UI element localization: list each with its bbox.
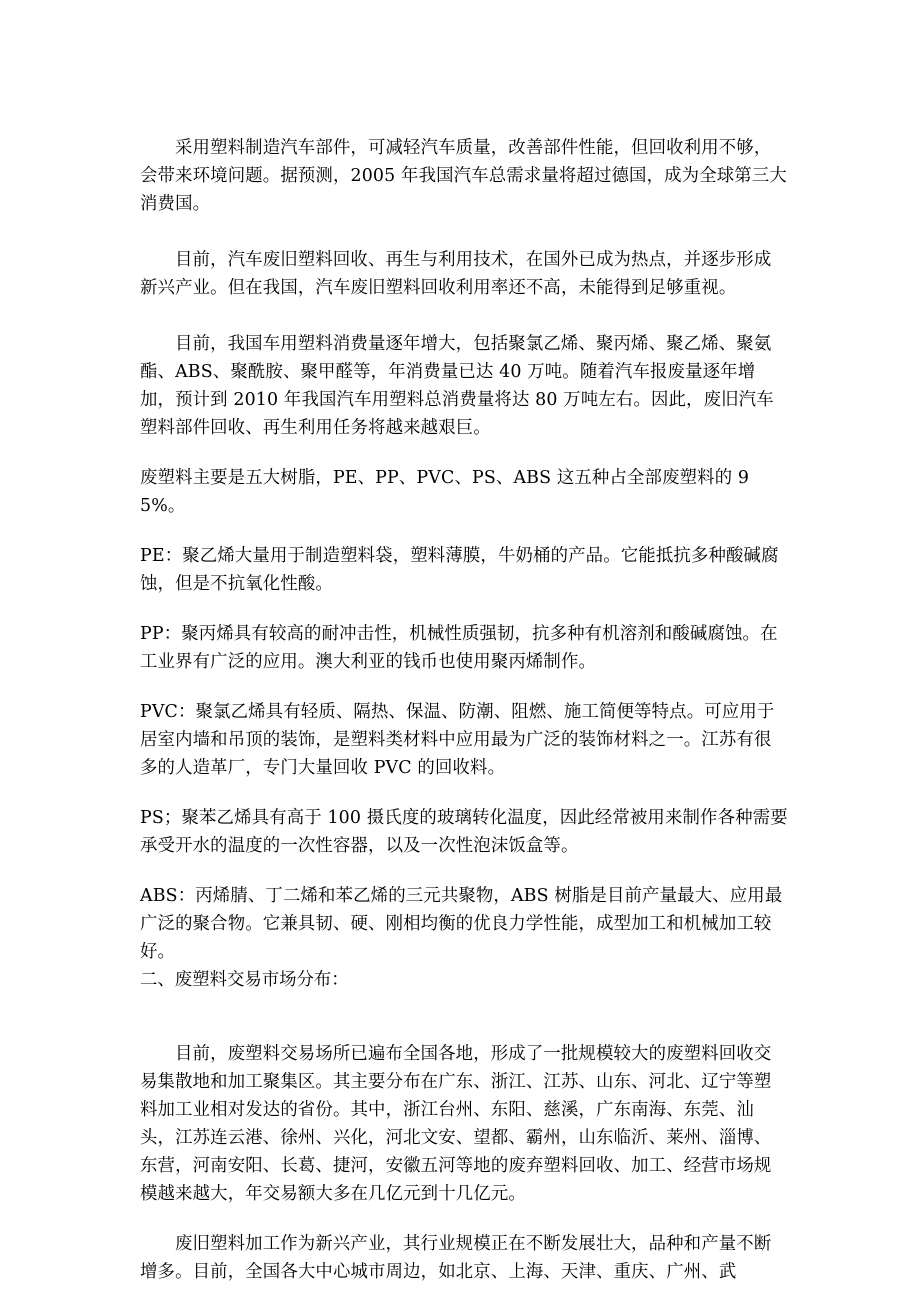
paragraph-ps: PS；聚苯乙烯具有高于 100 摄氏度的玻璃转化温度，因此经常被用来制作各种需要承受开水的温度的一次性容器，以及一次性泡沫饭盒等。 (140, 808, 788, 856)
paragraph-abs: ABS：丙烯腈、丁二烯和苯乙烯的三元共聚物，ABS 树脂是目前产量最大、应用最广泛的聚合物。它兼具韧、硬、刚相均衡的优良力学性能，成型加工和机械加工较好。 (140, 886, 783, 962)
document-page (140, 134, 788, 1286)
paragraph-market-locations: 目前，废塑料交易场所已遍布全国各地，形成了一批规模较大的废塑料回收交易集散地和加工聚集区。其主要分布在广东、浙江、江苏、山东、河北、辽宁等塑料加工业相对发达的省份。其中，浙江台州、东阳、慈溪，广东南海、东莞、汕头，江苏连云港、徐州、兴化，河北文安、望都、霸州，山东临沂、莱州、淄博、东营，河南安阳、长葛、捷河，安徽五河等地的废弃塑料回收、加工、经营市场规模越来越大，年交易额大多在几亿元到十几亿元。 (140, 1044, 772, 1204)
paragraph-auto-plastic-parts: 采用塑料制造汽车部件，可减轻汽车质量，改善部件性能，但回收利用不够，会带来环境问题。据预测，2005 年我国汽车总需求量将超过德国，成为全球第三大消费国。 (140, 138, 787, 214)
paragraph-pvc: PVC：聚氯乙烯具有轻质、隔热、保温、防潮、阻燃、施工简便等特点。可应用于居室内墙和吊顶的装饰，是塑料类材料中应用最为广泛的装饰材料之一。江苏有很多的人造革厂，专门大量回收 PVC 的回收料。 (140, 702, 775, 778)
section-heading-market-distribution: 二、废塑料交易市场分布： (140, 970, 349, 990)
paragraph-five-resins: 废塑料主要是五大树脂，PE、PP、PVC、PS、ABS 这五种占全部废塑料的 95%。 (140, 468, 750, 516)
paragraph-pe: PE：聚乙烯大量用于制造塑料袋，塑料薄膜，牛奶桶的产品。它能抵抗多种酸碱腐蚀，但是不抗氧化性酸。 (140, 546, 779, 594)
paragraph-industry-growth: 废旧塑料加工作为新兴产业，其行业规模正在不断发展壮大，品种和产量不断增多。目前，全国各大中心城市周边，如北京、上海、天津、重庆、广州、武 (140, 1234, 772, 1282)
paragraph-consumption-growth: 目前，我国车用塑料消费量逐年增大，包括聚氯乙烯、聚丙烯、聚乙烯、聚氨酯、ABS、聚酰胺、聚甲醛等，年消费量已达 40 万吨。随着汽车报废量逐年增加，预计到 2010 年我国汽车用塑料总消费量将达 80 万吨左右。因此，废旧汽车塑料部件回收、再生利用任务将越来越艰巨。 (140, 334, 774, 438)
paragraph-pp: PP：聚丙烯具有较高的耐冲击性，机械性质强韧，抗多种有机溶剂和酸碱腐蚀。在工业界有广泛的应用。澳大利亚的钱币也使用聚丙烯制作。 (140, 624, 778, 672)
paragraph-recycling-technology: 目前，汽车废旧塑料回收、再生与利用技术，在国外已成为热点，并逐步形成新兴产业。但在我国，汽车废旧塑料回收利用率还不高，未能得到足够重视。 (140, 250, 772, 298)
